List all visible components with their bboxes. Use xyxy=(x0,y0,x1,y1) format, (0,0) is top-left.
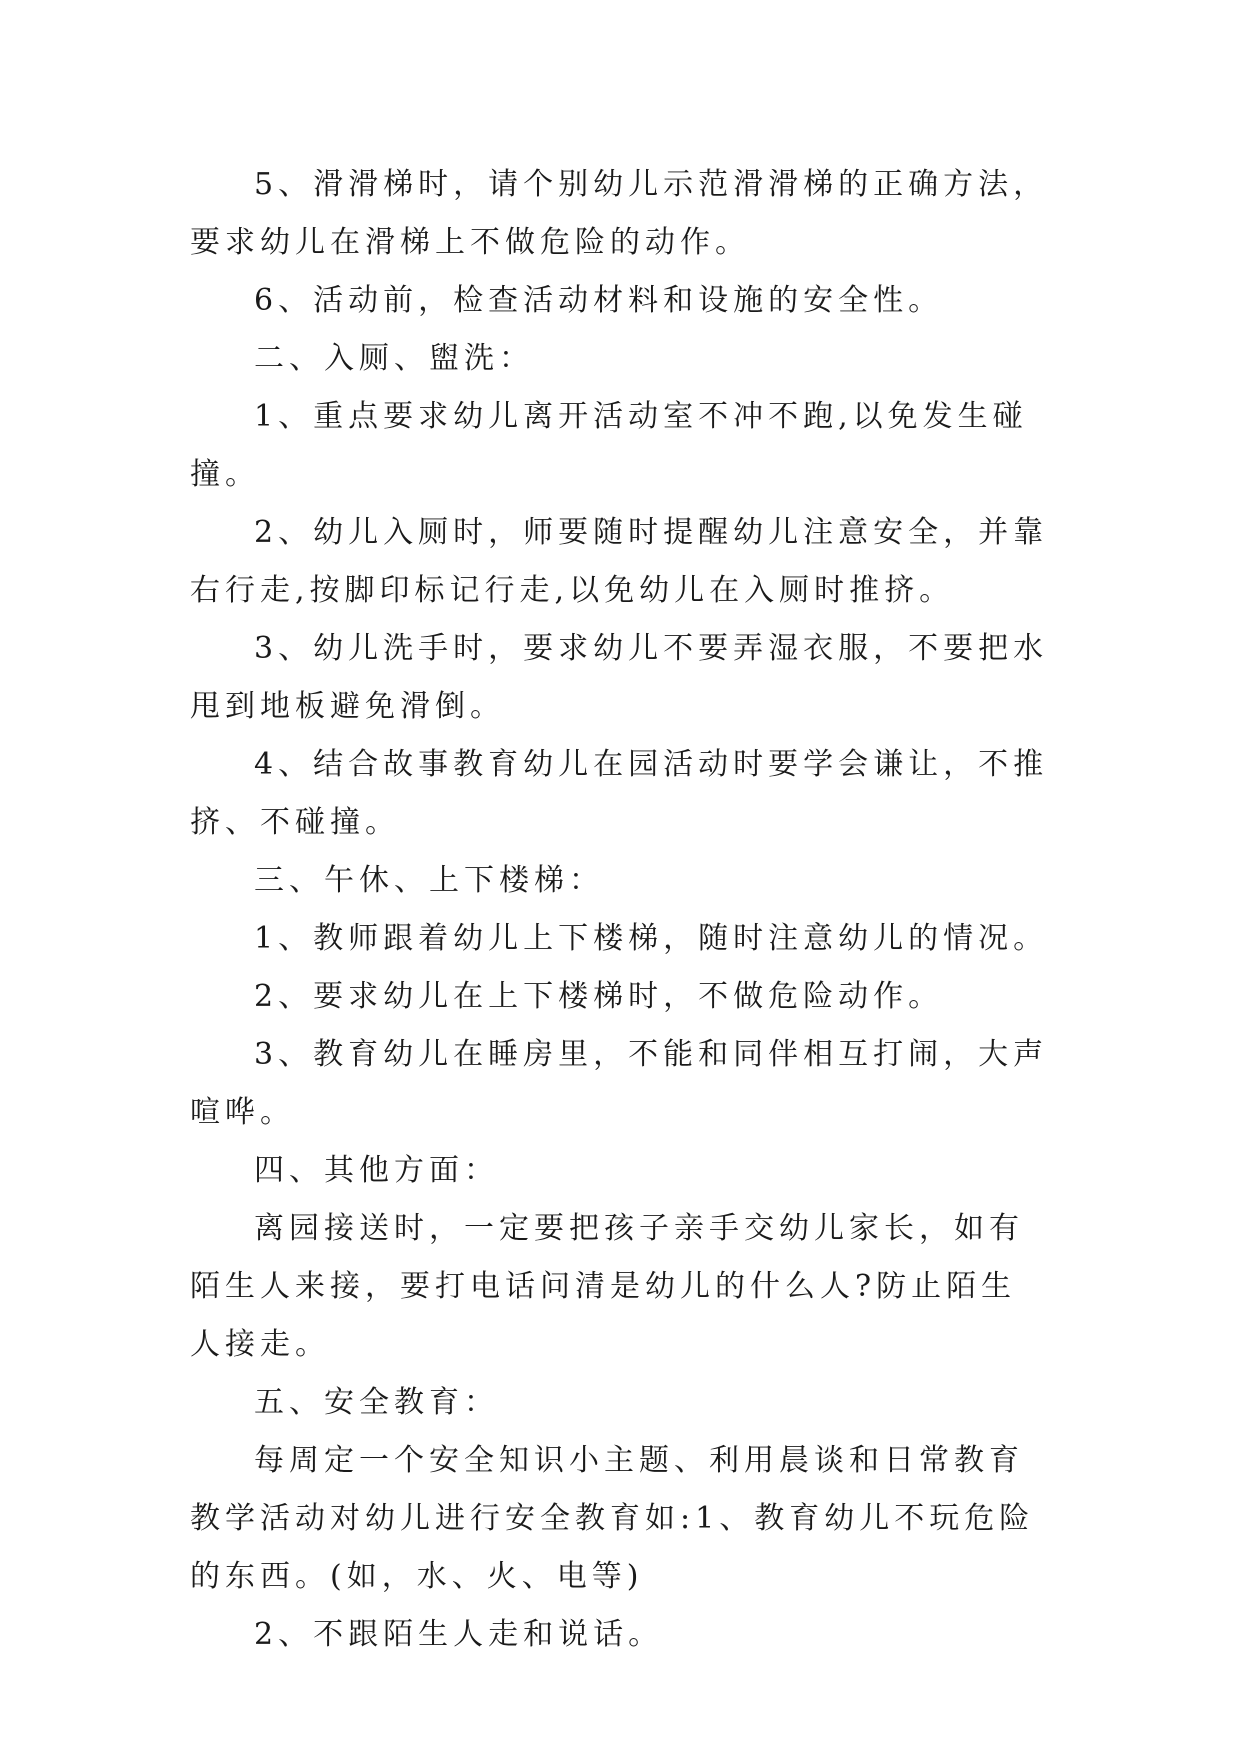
paragraph-pickup: 离园接送时，一定要把孩子亲手交幼儿家长，如有陌生人来接，要打电话问清是幼儿的什么人?防止陌生人接走。 xyxy=(190,1211,1024,1362)
paragraph-weekly-theme: 每周定一个安全知识小主题、利用晨谈和日常教育教学活动对幼儿进行安全教育如:1、教育幼儿不玩危险的东西。(如，水、火、电等) xyxy=(190,1443,1035,1594)
paragraph-teacher-stairs: 1、教师跟着幼儿上下楼梯，随时注意幼儿的情况。 xyxy=(254,921,1049,956)
section-heading-other: 四、其他方面： xyxy=(254,1153,499,1188)
section-heading-nap-stairs: 三、午休、上下楼梯： xyxy=(254,863,604,898)
paragraph-toilet-safety: 2、幼儿入厕时，师要随时提醒幼儿注意安全，并靠右行走,按脚印标记行走,以免幼儿在入厕时推挤。 xyxy=(190,515,1049,608)
document-body xyxy=(190,156,1050,1664)
paragraph-handwashing: 3、幼儿洗手时，要求幼儿不要弄湿衣服，不要把水甩到地板避免滑倒。 xyxy=(190,631,1049,724)
section-heading-toilet: 二、入厕、盥洗： xyxy=(254,341,534,376)
paragraph-stairs-danger: 2、要求幼儿在上下楼梯时，不做危险动作。 xyxy=(254,979,944,1014)
paragraph-no-running: 1、重点要求幼儿离开活动室不冲不跑,以免发生碰撞。 xyxy=(190,399,1028,492)
paragraph-check-materials: 6、活动前，检查活动材料和设施的安全性。 xyxy=(254,283,944,318)
paragraph-story-education: 4、结合故事教育幼儿在园活动时要学会谦让，不推挤、不碰撞。 xyxy=(190,747,1049,840)
paragraph-bedroom-rules: 3、教育幼儿在睡房里，不能和同伴相互打闹，大声喧哗。 xyxy=(190,1037,1049,1130)
paragraph-slide-rule: 5、滑滑梯时，请个别幼儿示范滑滑梯的正确方法，要求幼儿在滑梯上不做危险的动作。 xyxy=(190,167,1049,260)
section-heading-safety-education: 五、安全教育： xyxy=(254,1385,499,1420)
paragraph-strangers: 2、不跟陌生人走和说话。 xyxy=(254,1617,664,1652)
